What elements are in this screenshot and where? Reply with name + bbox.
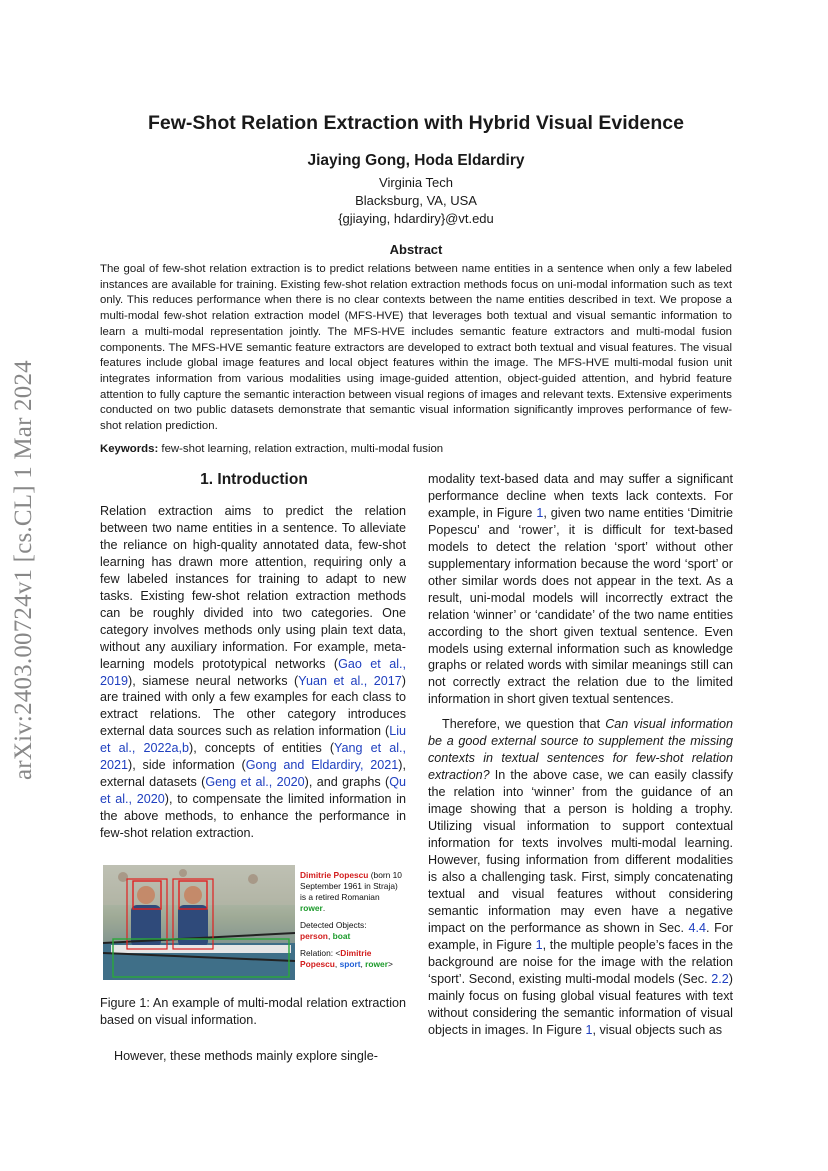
citation-link[interactable]: 1 <box>535 937 543 952</box>
body-text: Relation extraction aims to predict the relation between two name entities in a sentence. To alleviate the reliance on high-quality annotated data, few-shot learning has drawn more attention, requiring only a few labeled instances for training to adapt to new tasks. Existing few-shot relation extraction methods can be roughly divided into two categories. One category involves methods only using plain text data, without any auxiliary information. For example, meta-learning models prototypical networks ( <box>100 504 406 671</box>
relation-entity: Dimitrie Popescu <box>300 948 372 969</box>
affiliation-line: Blacksburg, VA, USA <box>355 193 477 208</box>
body-text: ) are trained with only a few examples for each class to extract relations. The other category introduces external data sources such as relation information ( <box>100 673 406 739</box>
rower-head <box>184 886 202 904</box>
keywords-label: Keywords: <box>100 443 159 455</box>
relation-sport: sport <box>339 959 361 969</box>
citation-link[interactable]: 1 <box>536 505 544 520</box>
citation-link[interactable]: Yang et al., 2021 <box>100 741 406 773</box>
background-face <box>179 869 187 877</box>
figure-annotation <box>300 870 405 976</box>
rowing-photo <box>103 865 295 980</box>
background-face <box>248 874 258 884</box>
body-text: In the above case, we can easily classify the relation into ‘winner’ from the guidance of an image showing that a person is holding a trophy. Utilizing visual information to support contextual information for texts involves multi-modal learning. However, fusing information from different modalities is also a challenging task. First, simply concatenating textual and visual features without considering semantic information may even have a negative impact on the performance as shown in Sec. <box>428 768 733 935</box>
body-text: , the multiple people’s faces in the background are noise for the image with the relation ‘sport’. Second, existing multi-modal models (Sec. <box>428 937 733 986</box>
arxiv-stamp: arXiv:2403.00724v1 [cs.CL] 1 Mar 2024 <box>10 360 37 780</box>
relation-label: Relation: < <box>300 948 341 958</box>
figure-detected-objects <box>300 920 405 942</box>
citation-link[interactable]: Gong and Eldardiry, 2021 <box>245 758 399 773</box>
detected-label: Detected Objects: <box>300 920 367 930</box>
intro-left-column <box>100 503 406 842</box>
citation-link[interactable]: Yuan et al., 2017 <box>298 673 402 688</box>
intro-right-column <box>428 471 733 1038</box>
entity-role: rower <box>300 903 323 913</box>
citation-link[interactable]: Gao et al., 2019 <box>100 656 406 688</box>
body-text: . For example, in Figure <box>428 920 733 952</box>
affiliation <box>100 174 732 228</box>
figure-1 <box>103 865 403 980</box>
body-text: , given two name entities ‘Dimitrie Popescu’ and ‘rower’, it is difficult for text-based models to detect the relation ‘sport’ without other supplementary information because the word ‘sport’ or other similar words does not appear in the text. As a result, uni-modal models will incorrectly extract the relation ‘winner’ or ‘candidate’ of the two name entities according to the short given textual sentence. Even models using external information such as knowledge graphs or related words with similar meanings still can not correctly extract the relation due to the limited information in short given textual sentences. <box>428 505 733 707</box>
body-text: ), external datasets ( <box>100 758 406 790</box>
abstract-text <box>100 262 732 435</box>
body-text: ) mainly focus on fusing global visual features with text without considering the semantic information of visual objects in images. In Figure <box>428 971 733 1037</box>
body-text: ), siamese neural networks ( <box>128 673 299 688</box>
relation-end: > <box>387 959 393 969</box>
intro-paragraph-continued: However, these methods mainly explore single- <box>114 1049 378 1063</box>
relation-rower: rower <box>365 959 388 969</box>
citation-link[interactable]: Geng et al., 2020 <box>205 775 305 790</box>
body-text: ), to compensate the limited information in the above methods, to enhance the performance in few-shot relation extraction. <box>100 792 406 841</box>
intro-paragraph <box>100 503 406 842</box>
citation-link[interactable]: 2.2 <box>711 971 729 986</box>
paper-title: Few-Shot Relation Extraction with Hybrid Visual Evidence <box>148 112 684 134</box>
section-heading: 1. Introduction <box>200 471 308 488</box>
keywords-list: few-shot learning, relation extraction, multi-modal fusion <box>161 443 444 455</box>
citation-link[interactable]: 1 <box>585 1022 593 1037</box>
figure-caption: Figure 1: An example of multi-modal relation extraction based on visual information. <box>100 996 406 1027</box>
body-text: , visual objects such as <box>592 1022 723 1037</box>
body-text: Therefore, we question that <box>442 717 606 732</box>
citation-link[interactable]: Liu et al., 2022a,b <box>100 724 406 756</box>
detected-sep: , <box>327 931 333 941</box>
intro-paragraph <box>428 471 733 708</box>
citation-link[interactable]: Qu et al., 2020 <box>100 775 407 807</box>
relation-sep: , <box>334 959 340 969</box>
detected-boat: boat <box>332 931 351 941</box>
keywords <box>100 443 732 455</box>
rower-head <box>137 886 155 904</box>
citation-link[interactable]: 4.4 <box>688 920 707 935</box>
emphasis-text: Can visual information be a good external source to supplement the missing contexts in textual sentences for few-shot relation extraction? <box>428 717 733 783</box>
detected-person: person <box>300 931 328 941</box>
affiliation-email: {gjiaying, hdardiry}@vt.edu <box>338 211 494 226</box>
entity-name: Dimitrie Popescu <box>300 870 369 880</box>
relation-sep: , <box>360 959 366 969</box>
intro-paragraph <box>428 716 733 1038</box>
body-text: ), and graphs ( <box>304 775 390 790</box>
figure-relation <box>300 948 405 970</box>
rower-body <box>178 905 208 947</box>
body-text: modality text-based data and may suffer a significant performance decline when texts lack contexts. For example, in Figure <box>428 472 733 520</box>
body-text: ), side information ( <box>128 758 246 773</box>
authors: Jiaying Gong, Hoda Eldardiry <box>307 152 525 169</box>
figure-entity-text <box>300 870 405 914</box>
entity-desc: (born 10 September 1961 in Straja) is a retired Romanian <box>300 870 402 902</box>
body-text: ), concepts of entities ( <box>189 741 335 756</box>
abstract-paragraph: The goal of few-shot relation extraction is to predict relations between name entities in a sentence when only a few labeled instances are available for training. Existing few-shot relation extraction methods focus on uni-modal information such as text only. This reduces performance when there is no clear contexts between the name entities described in text. We propose a multi-modal few-shot relation extraction model (MFS-HVE) that leverages both textual and visual semantic information to learn a multi-modal representation jointly. The MFS-HVE includes semantic feature extractors and multi-modal fusion components. The MFS-HVE semantic feature extractors are developed to extract both textual and visual features. The visual features include global image features and local object features within the image. The MFS-HVE multi-modal fusion unit integrates information from various modalities using image-guided attention, object-guided attention, and hybrid feature attention to fully capture the semantic interaction between visual regions of images and relevant texts. Extensive experiments conducted on two public datasets demonstrate that semantic visual information significantly improves performance of few-shot relation prediction. <box>100 263 732 433</box>
entity-end: . <box>322 903 326 913</box>
abstract-heading: Abstract <box>389 242 443 257</box>
affiliation-line: Virginia Tech <box>379 175 453 190</box>
